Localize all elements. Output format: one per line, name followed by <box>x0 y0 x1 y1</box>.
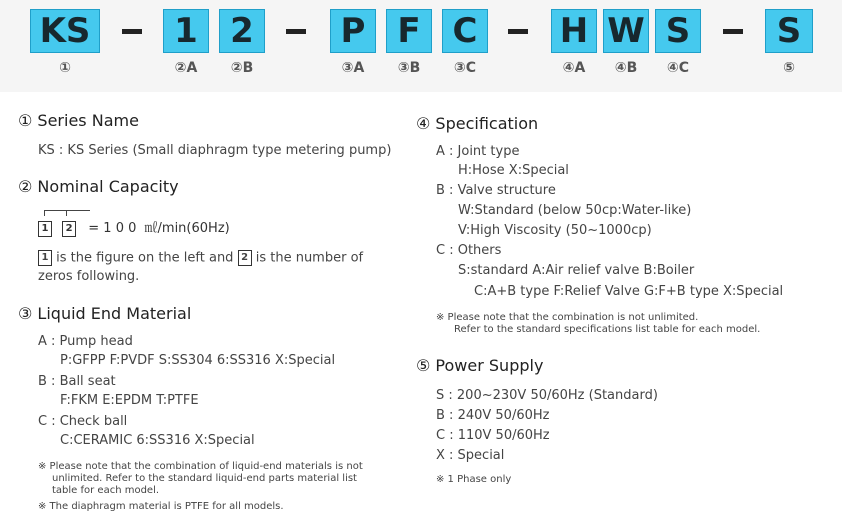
capacity-formula <box>38 210 278 240</box>
code-box-4a: H <box>551 9 597 53</box>
spec-line: S:standard A:Air relief valve B:Boiler <box>458 263 695 278</box>
liquid-line: B : Ball seat <box>38 374 116 389</box>
code-dash-1 <box>122 29 142 34</box>
code-label-3c: ③C <box>453 60 477 76</box>
code-label-2a: ②A <box>174 60 198 76</box>
code-label-2b: ②B <box>230 60 254 76</box>
code-label-3a: ③A <box>341 60 365 76</box>
liquid-line: F:FKM E:EPDM T:PTFE <box>60 393 199 408</box>
formula-bracket-mid <box>66 210 67 216</box>
code-label-4a: ④A <box>562 60 586 76</box>
code-label-4c: ④C <box>666 60 690 76</box>
code-label-3b: ③B <box>397 60 421 76</box>
liquid-end-title: ③ Liquid End Material <box>18 304 192 323</box>
spec-line: V:High Viscosity (50~1000cp) <box>458 223 652 238</box>
power-line: C : 110V 50/60Hz <box>436 428 550 443</box>
liquid-note: unlimited. Refer to the standard liquid-end parts material list <box>52 473 357 484</box>
code-box-2b: 2 <box>219 9 265 53</box>
power-supply-title: ⑤ Power Supply <box>416 356 544 375</box>
code-dash-3 <box>508 29 528 34</box>
power-line: X : Special <box>436 448 505 463</box>
desc-box-2: 2 <box>238 250 252 266</box>
nominal-capacity-title: ② Nominal Capacity <box>18 177 179 196</box>
liquid-note: table for each model. <box>52 485 160 496</box>
liquid-line: C:CERAMIC 6:SS316 X:Special <box>60 433 255 448</box>
code-label-1: ① <box>59 60 71 76</box>
formula-bracket-top <box>44 210 90 211</box>
spec-line: B : Valve structure <box>436 183 556 198</box>
code-box-3b: F <box>386 9 432 53</box>
liquid-line: A : Pump head <box>38 334 133 349</box>
formula-value: = 1 0 0 <box>88 221 137 236</box>
spec-line: C : Others <box>436 243 502 258</box>
code-box-4b: W <box>603 9 649 53</box>
liquid-note: ※ The diaphragm material is PTFE for all models. <box>38 501 284 512</box>
formula-unit: ㎖/min(60Hz) <box>144 221 230 236</box>
code-box-3c: C <box>442 9 488 53</box>
code-box-ks: KS <box>30 9 100 53</box>
desc-text-b: is the number of <box>255 250 364 266</box>
desc-box-1: 1 <box>38 250 52 266</box>
code-label-4b: ④B <box>614 60 638 76</box>
code-dash-4 <box>723 29 743 34</box>
spec-note: ※ Please note that the combination is not unlimited. <box>436 312 699 323</box>
spec-line: W:Standard (below 50cp:Water-like) <box>458 203 692 218</box>
spec-line: A : Joint type <box>436 144 520 159</box>
series-name-title: ① Series Name <box>18 111 139 130</box>
liquid-note: ※ Please note that the combination of liquid-end materials is not <box>38 461 363 472</box>
series-name-text: KS : KS Series (Small diaphragm type metering pump) <box>38 143 392 158</box>
capacity-desc-line2: zeros following. <box>38 269 140 284</box>
liquid-line: C : Check ball <box>38 414 128 429</box>
power-line: S : 200~230V 50/60Hz (Standard) <box>436 388 658 403</box>
formula-bracket-left <box>44 210 45 216</box>
code-box-4c: S <box>655 9 701 53</box>
code-dash-2 <box>286 29 306 34</box>
power-note: ※ 1 Phase only <box>436 474 512 485</box>
formula-box-1: 1 <box>38 221 52 237</box>
desc-text-a: is the figure on the left and <box>56 250 234 266</box>
power-line: B : 240V 50/60Hz <box>436 408 550 423</box>
liquid-line: P:GFPP F:PVDF S:SS304 6:SS316 X:Special <box>60 353 336 368</box>
code-box-3a: P <box>330 9 376 53</box>
code-box-5: S <box>765 9 813 53</box>
spec-line: H:Hose X:Special <box>458 163 569 178</box>
specification-title: ④ Specification <box>416 114 539 133</box>
spec-line: C:A+B type F:Relief Valve G:F+B type X:Special <box>474 284 784 299</box>
code-box-2a: 1 <box>163 9 209 53</box>
code-label-5: ⑤ <box>783 60 795 76</box>
formula-box-2: 2 <box>62 221 76 237</box>
capacity-desc-line1 <box>38 250 363 266</box>
spec-note: Refer to the standard specifications list table for each model. <box>454 324 761 335</box>
